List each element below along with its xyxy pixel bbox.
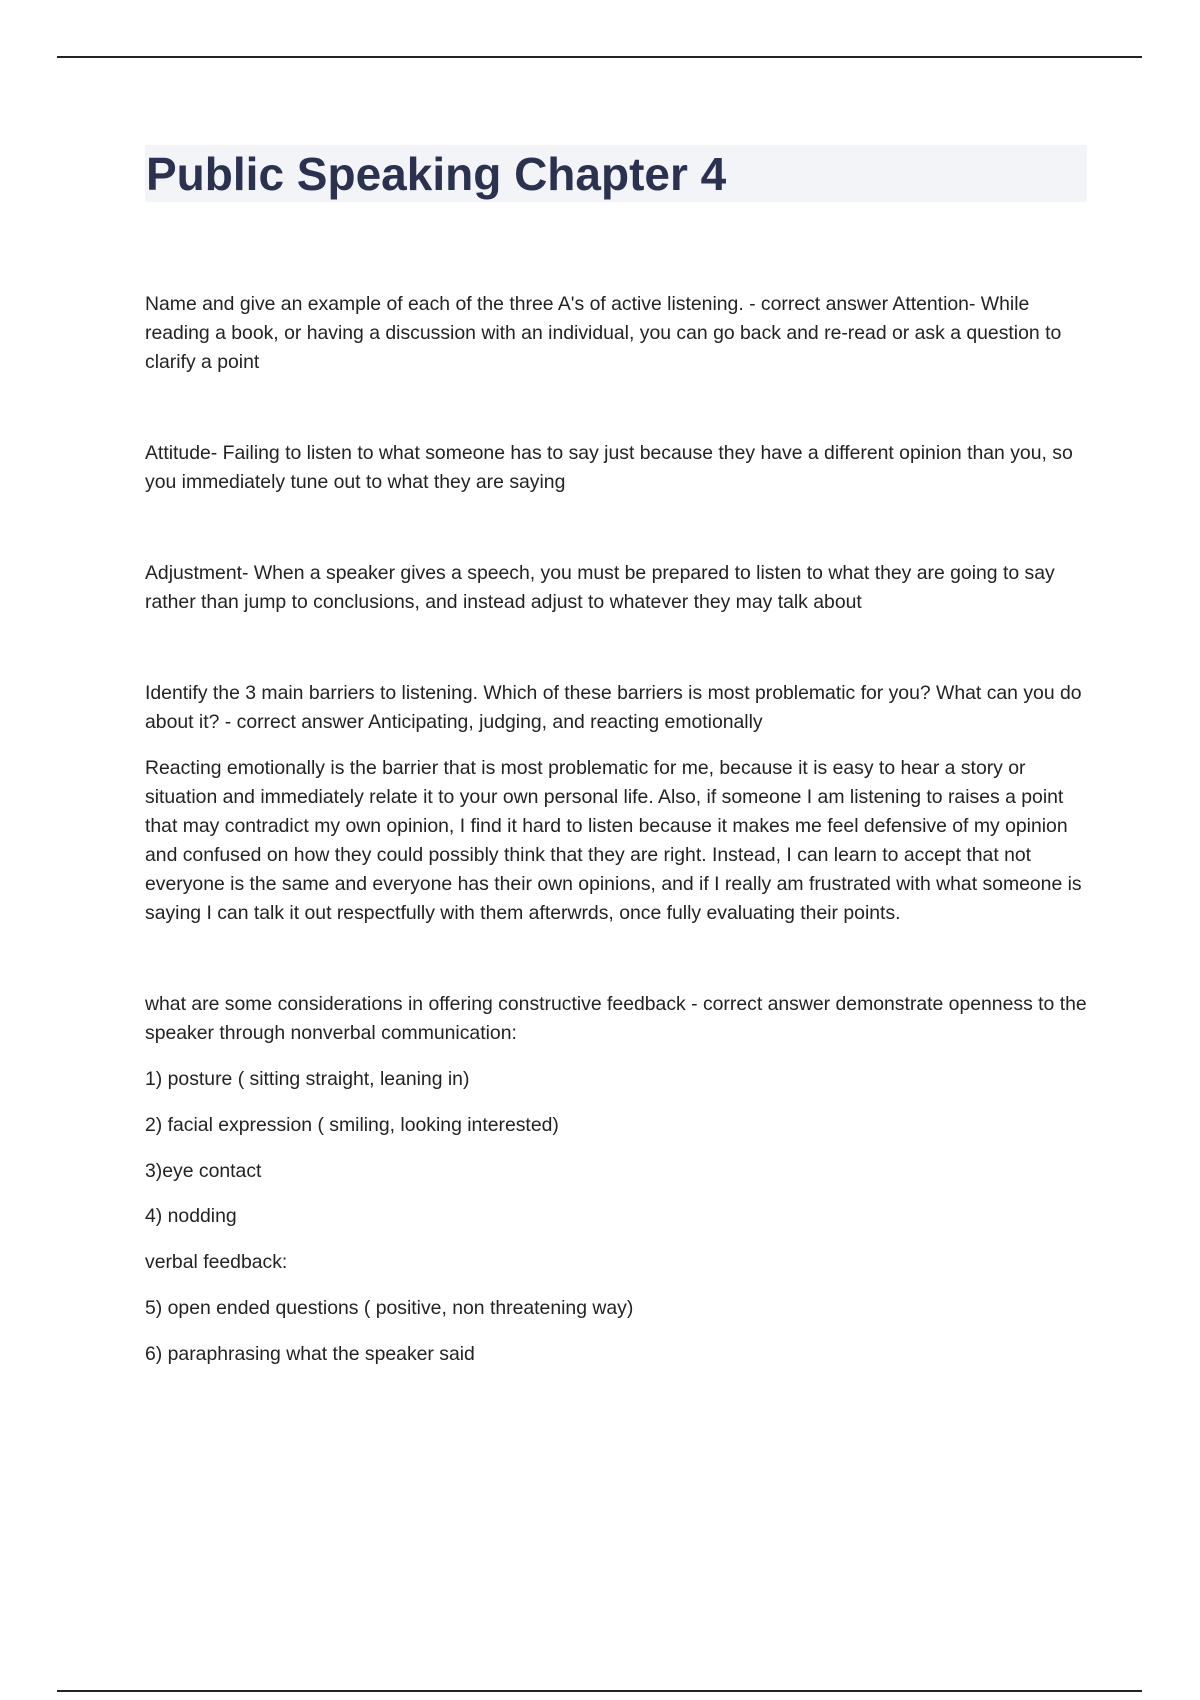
qa-three-as-attention: Name and give an example of each of the three A's of active listening. - correct answer Attention- While reading a book, or having a discussion with an individual, you can go back and re-read or ask a question to clarify a point [145, 293, 1062, 373]
page-title: Public Speaking Chapter 4 [146, 148, 727, 200]
bottom-rule [57, 1690, 1142, 1692]
list-item: 1) posture ( sitting straight, leaning in) [145, 1068, 470, 1090]
qa-three-as-adjustment: Adjustment- When a speaker gives a speech, you must be prepared to listen to what they are going to say rather than jump to conclusions, and instead adjust to whatever they may talk about [145, 562, 1055, 613]
list-item: 6) paraphrasing what the speaker said [145, 1343, 475, 1365]
document-body [145, 290, 1090, 1369]
qa-barriers-answer: Reacting emotionally is the barrier that is most problematic for me, because it is easy to hear a story or situation and immediately relate it to your own personal life. Also, if someone I am listening to raises a point that may contradict my own opinion, I find it hard to listen because it makes me feel defensive of my opinion and confused on how they could possibly think that they are right. Instead, I can learn to accept that not everyone is the same and everyone has their own opinions, and if I really am frustrated with what someone is saying I can talk it out respectfully with them afterwrds, once fully evaluating their points. [145, 757, 1082, 924]
list-item: 4) nodding [145, 1205, 237, 1227]
list-subheading: verbal feedback: [145, 1251, 288, 1273]
qa-barriers-question: Identify the 3 main barriers to listening. Which of these barriers is most problematic for you? What can you do about it? - correct answer Anticipating, judging, and reacting emotionally [145, 682, 1082, 733]
list-item: 5) open ended questions ( positive, non threatening way) [145, 1297, 634, 1319]
qa-feedback-question: what are some considerations in offering constructive feedback - correct answer demonstrate openness to the speaker through nonverbal communication: [145, 993, 1087, 1044]
top-rule [57, 56, 1142, 58]
list-item: 2) facial expression ( smiling, looking interested) [145, 1114, 559, 1136]
list-item: 3)eye contact [145, 1160, 262, 1182]
qa-three-as-attitude: Attitude- Failing to listen to what someone has to say just because they have a different opinion than you, so you immediately tune out to what they are saying [145, 442, 1073, 493]
